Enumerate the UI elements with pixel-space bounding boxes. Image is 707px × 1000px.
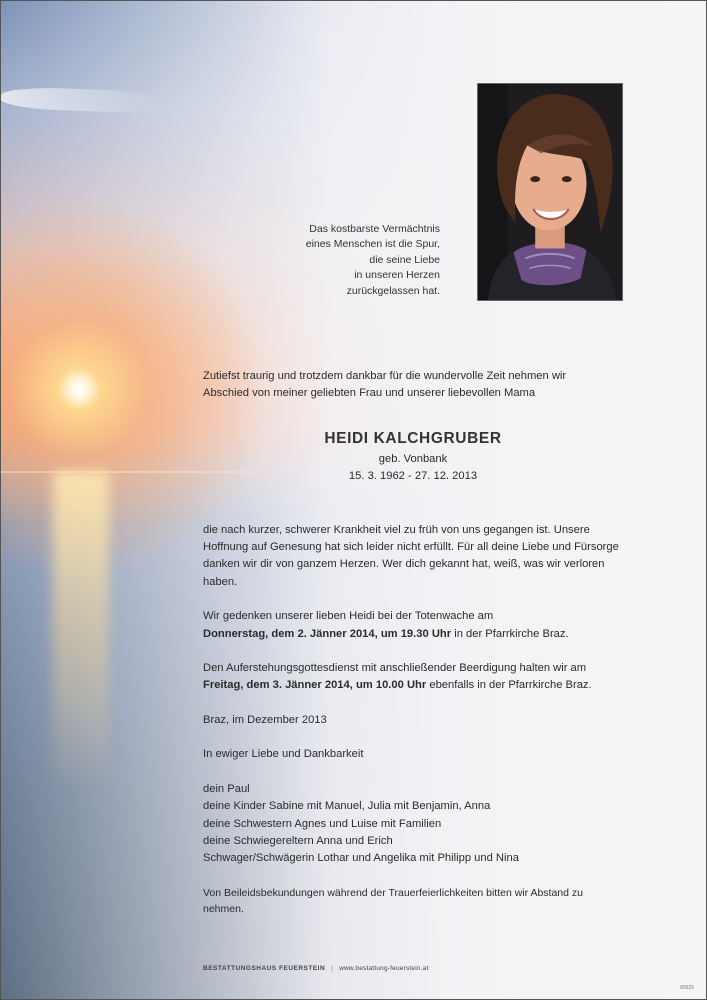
main-paragraph: die nach kurzer, schwerer Krankheit viel zu früh von uns gegangen ist. Unsere Hoffnung auf Genesung hat sich leider nicht erfüllt. Für all deine Liebe und Fürsorge danken wir dir von ganzem Herzen. Wer dich gekannt hat, weiß, was wir verloren haben. [203, 523, 619, 588]
quote-line: eines Menschen ist die Spur, [305, 238, 440, 251]
mourner: deine Schwiegereltern Anna und Erich [203, 834, 393, 847]
quote-line: die seine Liebe [369, 253, 440, 266]
wake-intro: Wir gedenken unserer lieben Heidi bei der Totenwache am [203, 610, 494, 623]
wake-announcement [203, 608, 623, 643]
quote-line: zurückgelassen hat. [346, 284, 440, 297]
footer [203, 965, 429, 972]
condolence-note: Von Beileidsbekundungen während der Trauerfeierlichkeiten bitten wir Abstand zu nehmen. [203, 886, 583, 915]
wake-location: in der Pfarrkirche Braz. [451, 627, 569, 640]
place-date: Braz, im Dezember 2013 [203, 713, 327, 726]
mourner: deine Schwestern Agnes und Luise mit Familien [203, 817, 442, 830]
deceased-name: HEIDI KALCHGRUBER [324, 429, 502, 447]
sun-reflection [53, 471, 109, 791]
life-dates: 15. 3. 1962 - 27. 12. 2013 [348, 470, 478, 483]
funeral-home-website[interactable]: www.bestattung-feuerstein.at [339, 965, 429, 972]
quote-line: Das kostbarste Vermächtnis [309, 223, 440, 235]
funeral-home-name: BESTATTUNGSHAUS FEUERSTEIN [203, 965, 326, 972]
obituary-text [203, 368, 623, 917]
funeral-announcement [203, 660, 623, 695]
document-code: 89925 [680, 985, 694, 991]
background-cloud [1, 86, 162, 114]
intro-line-2: Abschied von meiner geliebten Frau und unserer liebevollen Mama [203, 387, 536, 400]
portrait-photo [477, 83, 623, 301]
intro-line-1: Zutiefst traurig und trotzdem dankbar für die wundervolle Zeit nehmen wir [203, 370, 567, 382]
intro-text [203, 368, 623, 403]
mourner: dein Paul [203, 782, 250, 795]
funeral-location: ebenfalls in der Pfarrkirche Braz. [426, 679, 592, 692]
maiden-name: geb. Vonbank [378, 452, 448, 465]
memorial-quote [220, 222, 440, 299]
funeral-date-time: Freitag, dem 3. Jänner 2014, um 10.00 Uhr [203, 679, 427, 692]
funeral-intro: Den Auferstehungsgottesdienst mit anschließender Beerdigung halten wir am [203, 662, 587, 675]
mourners-list [203, 781, 623, 868]
mourner: deine Kinder Sabine mit Manuel, Julia mit Benjamin, Anna [203, 800, 491, 813]
closing-line: In ewiger Liebe und Dankbarkeit [203, 748, 364, 761]
wake-date-time: Donnerstag, dem 2. Jänner 2014, um 19.30 Uhr [203, 627, 452, 640]
quote-line: in unseren Herzen [354, 269, 440, 282]
footer-separator: | [331, 965, 334, 972]
mourner: Schwager/Schwägerin Lothar und Angelika mit Philipp und Nina [203, 852, 519, 865]
